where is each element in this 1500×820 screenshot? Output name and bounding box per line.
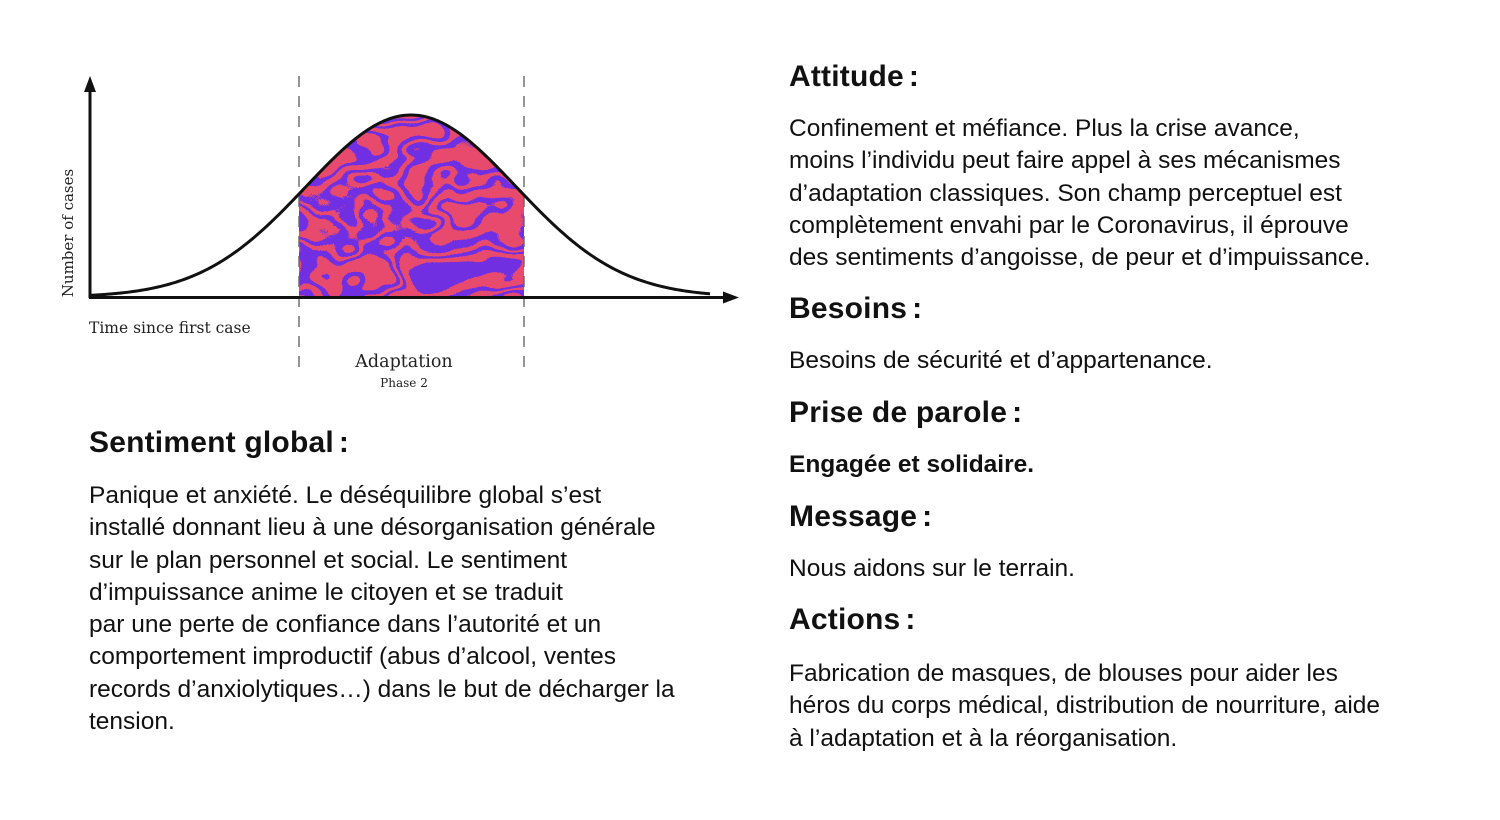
y-axis-arrow <box>84 76 96 92</box>
text-line: d’impuissance anime le citoyen et se traduit <box>89 578 563 606</box>
text-line: sur le plan personnel et social. Le sentiment <box>89 546 568 574</box>
actions-text <box>789 658 1479 755</box>
attitude-heading: Attitude : <box>789 60 920 93</box>
text-line: installé donnant lieu à une désorganisation générale <box>89 514 656 542</box>
y-axis-label: Number of cases <box>59 168 77 298</box>
x-axis-arrow <box>723 292 739 304</box>
text-line: records d’anxiolytiques…) dans le but de décharger la <box>89 675 675 703</box>
text-line: Panique et anxiété. Le déséquilibre global s’est <box>89 482 602 509</box>
text-line: tension. <box>89 708 175 736</box>
text-line: complètement envahi par le Coronavirus, il éprouve <box>789 211 1349 239</box>
text-line: Fabrication de masques, de blouses pour aider les <box>789 660 1338 687</box>
epidemic-curve-diagram <box>0 0 760 400</box>
adaptation-phase-fill <box>299 100 524 300</box>
text-line: Confinement et méfiance. Plus la crise avance, <box>789 115 1300 142</box>
phase-number: Phase 2 <box>380 376 428 390</box>
prise-de-parole-heading: Prise de parole : <box>789 396 1023 429</box>
text-line: d’adaptation classiques. Son champ perceptuel est <box>789 179 1342 207</box>
phase-name: Adaptation <box>355 352 453 372</box>
text-line: comportement improductif (abus d’alcool, ventes <box>89 643 617 671</box>
prise-de-parole-text: Engagée et solidaire. <box>789 451 1035 478</box>
text-line: héros du corps médical, distribution de nourriture, aide <box>789 692 1381 720</box>
sentiment-global-heading: Sentiment global : <box>89 426 350 459</box>
message-heading: Message : <box>789 500 933 533</box>
text-line: par une perte de confiance dans l’autorité et un <box>89 611 602 639</box>
besoins-heading: Besoins : <box>789 292 923 325</box>
sentiment-global-text <box>89 480 749 738</box>
text-line: moins l’individu peut faire appel à ses mécanismes <box>789 147 1341 175</box>
actions-heading: Actions : <box>789 603 916 636</box>
x-axis-label: Time since first case <box>89 319 251 337</box>
besoins-text: Besoins de sécurité et d’appartenance. <box>789 347 1213 374</box>
text-line: à l’adaptation et à la réorganisation. <box>789 724 1178 752</box>
attitude-text <box>789 113 1479 274</box>
text-line: des sentiments d’angoisse, de peur et d’impuissance. <box>789 244 1371 272</box>
message-text: Nous aidons sur le terrain. <box>789 555 1075 582</box>
